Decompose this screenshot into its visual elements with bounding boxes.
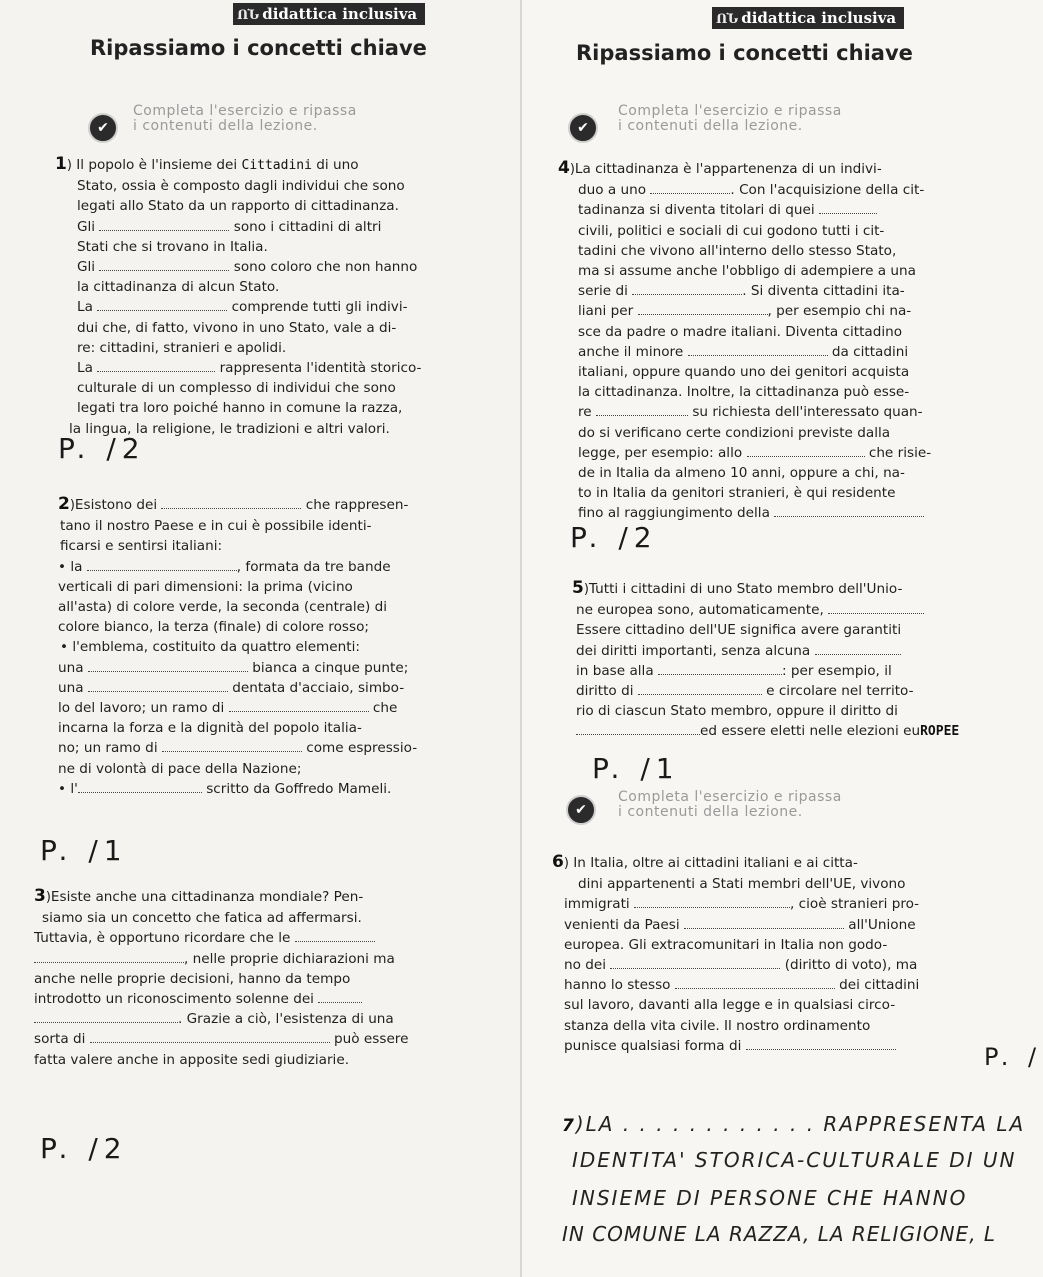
brand-ribbon bbox=[712, 7, 904, 29]
exercise-1: 1) Il popolo è l'insieme dei Cittadini di uno Stato, ossia è composto dagli individui che sono legati allo Stato da un rapporto di cittadinanza. Gli sono i cittadini di altri Stati che si trovano in Italia. Gli sono coloro che non hanno la cittadinanza di alcun Stato. La comprende tutti gli indivi- dui che, di fatto, vivono in uno Stato, vale a di- re: cittadini, stranieri e apolidi. La rappresenta l'identità storico- culturale di un complesso di individui che sono legati tra loro poiché hanno in comune la razza, la lingua, la religione, le tradizioni e altri valori. bbox=[55, 154, 422, 437]
text: duo a uno bbox=[578, 182, 647, 199]
score-ex6: P. / bbox=[984, 1043, 1043, 1071]
text: Esistono dei bbox=[74, 497, 158, 513]
text: , cioè stranieri pro- bbox=[790, 896, 920, 913]
text: di uno bbox=[316, 157, 359, 173]
text: La cittadinanza è l'appartenenza di un indivi- bbox=[574, 161, 882, 177]
text: scritto da Goffredo Mameli. bbox=[206, 780, 392, 797]
text: tadinanza si diventa titolari di quei bbox=[578, 202, 815, 219]
brand-label: didattica inclusiva bbox=[741, 9, 897, 27]
text: tano il nostro Paese e in cui è possibile identi- bbox=[60, 518, 372, 535]
text: La bbox=[77, 299, 93, 316]
text: : per esempio, il bbox=[781, 662, 892, 679]
text: sul lavoro, davanti alla legge e in qualsiasi circo- bbox=[564, 997, 896, 1014]
text: anche nelle proprie decisioni, hanno da tempo bbox=[34, 970, 351, 987]
text: fatta valere anche in apposite sedi giudiziarie. bbox=[34, 1051, 350, 1068]
exercise-number: 4 bbox=[558, 158, 570, 178]
brand-logo-icon: ՈՆ bbox=[716, 12, 738, 27]
text: sono i cittadini di altri bbox=[233, 218, 382, 235]
exercise-2: 2)Esistono dei che rappresen- tano il nostro Paese e in cui è possibile identi- ficarsi e sentirsi italiani: • la , formata da tre bande verticali di pari dimensioni: la prima (vicino all'asta) di colore verde, la seconda (centrale) di colore bianco, la terza (finale) di colore rosso; • l'emblema, costituito da quattro elementi: una bianca a cinque punte; una dentata d'acciaio, simbo- lo del lavoro; un ramo di che incarna la forza e la dignità del popolo italia- no; un ramo di come espressio- ne di volontà di pace della Nazione; • l' scritto da Goffredo Mameli. bbox=[58, 494, 450, 799]
blank-field[interactable] bbox=[747, 444, 865, 457]
text: ne di volontà di pace della Nazione; bbox=[58, 760, 302, 777]
blank-field[interactable] bbox=[161, 496, 301, 509]
blank-field[interactable] bbox=[34, 1010, 178, 1023]
text: diritto di bbox=[576, 683, 634, 700]
text: sono coloro che non hanno bbox=[233, 259, 418, 276]
text: sorta di bbox=[34, 1031, 86, 1048]
text: all'Unione bbox=[848, 916, 916, 933]
score-ex3: P. /2 bbox=[40, 1132, 128, 1165]
text: no; un ramo di bbox=[58, 740, 158, 757]
text: punisce qualsiasi forma di bbox=[564, 1037, 742, 1054]
blank-field[interactable] bbox=[650, 181, 730, 194]
blank-field[interactable] bbox=[88, 659, 248, 672]
text: su richiesta dell'interessato quan- bbox=[692, 404, 923, 421]
exercise-number: 3 bbox=[34, 886, 46, 906]
text: dei cittadini bbox=[839, 977, 920, 994]
text: come espressio- bbox=[306, 740, 418, 757]
text: lo del lavoro; un ramo di bbox=[58, 700, 225, 717]
exercise-number: 5 bbox=[572, 578, 584, 598]
text: ne europea sono, automaticamente, bbox=[576, 602, 824, 619]
text: Stati che si trovano in Italia. bbox=[77, 238, 268, 255]
blank-field[interactable] bbox=[90, 1030, 330, 1043]
blank-field[interactable] bbox=[229, 699, 369, 712]
checkmark-icon: ✔ bbox=[88, 113, 118, 143]
blank-field[interactable] bbox=[638, 682, 762, 695]
text: all'asta) di colore verde, la seconda (centrale) di bbox=[58, 599, 388, 616]
text: dentata d'acciaio, simbo- bbox=[232, 679, 405, 696]
checkmark-icon: ✔ bbox=[568, 113, 598, 143]
exercise-7-line-2: IDENTITA' STORICA-CULTURALE DI UN bbox=[572, 1148, 1017, 1172]
blank-field[interactable] bbox=[632, 282, 742, 295]
text: l' bbox=[70, 780, 78, 797]
text: europea. Gli extracomunitari in Italia non godo- bbox=[564, 936, 888, 953]
text: RAPPRESENTA LA bbox=[823, 1112, 1026, 1136]
exercise-7-line-3: INSIEME DI PERSONE CHE HANNO bbox=[572, 1186, 968, 1210]
text: to in Italia da genitori stranieri, è qui residente bbox=[578, 485, 896, 502]
text: serie di bbox=[578, 283, 628, 300]
text: tadini che vivono all'interno dello stesso Stato, bbox=[578, 242, 897, 259]
right-page bbox=[522, 0, 1043, 1277]
left-page bbox=[0, 0, 520, 1277]
hint-line-1: Completa l'esercizio e ripassa bbox=[133, 103, 357, 119]
blank-field[interactable] bbox=[610, 956, 780, 969]
hint-line-2: i contenuti della lezione. bbox=[133, 118, 318, 134]
text: stanza della vita civile. Il nostro ordinamento bbox=[564, 1017, 871, 1034]
text: La bbox=[77, 360, 93, 377]
page-title: Ripassiamo i concetti chiave bbox=[90, 36, 427, 60]
text: anche il minore bbox=[578, 343, 684, 360]
brand-label: didattica inclusiva bbox=[262, 5, 418, 23]
exercise-7-line-1: 7)LA . . . . . . . . . . . . RAPPRESENTA LA bbox=[562, 1112, 1026, 1136]
text: ed essere eletti nelle elezioni eu bbox=[700, 723, 921, 740]
text: colore bianco, la terza (finale) di colore rosso; bbox=[58, 619, 369, 636]
text: verticali di pari dimensioni: la prima (vicino bbox=[58, 578, 353, 595]
hint-line-1: Completa l'esercizio e ripassa bbox=[618, 789, 842, 805]
instruction-hint bbox=[618, 104, 842, 134]
text: de in Italia da almeno 10 anni, oppure a chi, na- bbox=[578, 465, 905, 482]
text: la lingua, la religione, le tradizioni e altri valori. bbox=[69, 420, 390, 437]
exercise-number: 1 bbox=[55, 154, 67, 174]
text: introdotto un riconoscimento solenne dei bbox=[34, 991, 314, 1008]
checkmark-icon: ✔ bbox=[566, 795, 596, 825]
blank-field[interactable] bbox=[576, 722, 700, 735]
text: fino al raggiungimento della bbox=[578, 505, 770, 522]
text: , nelle proprie dichiarazioni ma bbox=[184, 950, 395, 967]
blank-field[interactable] bbox=[634, 895, 790, 908]
exercise-number: 7 bbox=[562, 1116, 576, 1136]
text: che rappresen- bbox=[305, 497, 409, 513]
text: siamo sia un concetto che fatica ad affermarsi. bbox=[42, 910, 362, 927]
text: una bbox=[58, 679, 84, 696]
blank-field[interactable] bbox=[87, 558, 237, 571]
exercise-5: 5)Tutti i cittadini di uno Stato membro dell'Unio- ne europea sono, automaticamente, Essere cittadino dell'UE significa avere garantiti dei diritti importanti, senza alcuna in base alla : per esempio, il diritto di e circolare nel territo- rio di ciascun Stato membro, oppure il diritto di ed essere eletti nelle elezioni euROPEE bbox=[572, 578, 960, 740]
blank-field[interactable] bbox=[99, 258, 229, 271]
hint-line-1: Completa l'esercizio e ripassa bbox=[618, 103, 842, 119]
text: può essere bbox=[334, 1031, 409, 1048]
text: hanno lo stesso bbox=[564, 977, 671, 994]
text: sce da padre o madre italiani. Diventa cittadino bbox=[578, 323, 903, 340]
text: . Con l'acquisizione della cit- bbox=[730, 182, 925, 199]
exercise-3: 3)Esiste anche una cittadinanza mondiale? Pen- siamo sia un concetto che fatica ad affermarsi. Tuttavia, è opportuno ricordare che le , nelle proprie dichiarazioni ma anche nelle proprie decisioni, hanno da tempo introdotto un riconoscimento solenne dei . Grazie a ciò, l'esistenza di una sorta di può essere fatta valere anche in apposite sedi giudiziarie. bbox=[34, 886, 409, 1068]
text: la cittadinanza. Inoltre, la cittadinanza può esse- bbox=[578, 384, 910, 401]
blank-field[interactable] bbox=[97, 298, 227, 311]
text: incarna la forza e la dignità del popolo italia- bbox=[58, 720, 362, 737]
text: dini appartenenti a Stati membri dell'UE, vivono bbox=[578, 876, 906, 893]
text: comprende tutti gli indivi- bbox=[231, 299, 408, 316]
instruction-hint bbox=[133, 104, 357, 134]
instruction-hint-2 bbox=[618, 790, 842, 820]
text: Tuttavia, è opportuno ricordare che le bbox=[34, 930, 291, 947]
text: Stato, ossia è composto dagli individui che sono bbox=[77, 178, 405, 195]
answer-cittadini[interactable]: Cittadini bbox=[241, 158, 312, 173]
blank-field[interactable] bbox=[97, 359, 215, 372]
blank-field[interactable] bbox=[774, 504, 924, 517]
exercise-number: 6 bbox=[552, 852, 564, 872]
handwritten-answer: ROPEE bbox=[920, 724, 960, 740]
text: bianca a cinque punte; bbox=[252, 659, 409, 676]
blank-field[interactable] bbox=[318, 990, 362, 1003]
text: dei diritti importanti, senza alcuna bbox=[576, 642, 811, 659]
exercise-4: 4)La cittadinanza è l'appartenenza di un indivi- duo a uno . Con l'acquisizione della cit- tadinanza si diventa titolari di quei civili, politici e sociali di cui godono tutti i cit- tadini che vivono all'interno dello stesso Stato, ma si assume anche l'obbligo di adempiere a una serie di . Si diventa cittadini ita- liani per , per esempio chi na- sce da padre o madre italiani. Diventa cittadino anche il minore da cittadini italiani, oppure quando uno dei genitori acquista la cittadinanza. Inoltre, la cittadinanza può esse- re su richiesta dell'interessato quan- do si verificano certe condizioni previste dalla legge, per esempio: allo che risie- de in Italia da almeno 10 anni, oppure a chi, na- to in Italia da genitori stranieri, è qui residente fino al raggiungimento della bbox=[558, 158, 932, 522]
text: dui che, di fatto, vivono in uno Stato, vale a di- bbox=[77, 319, 397, 336]
text: , formata da tre bande bbox=[236, 558, 391, 575]
page-title: Ripassiamo i concetti chiave bbox=[576, 41, 913, 65]
text: Esiste anche una cittadinanza mondiale? Pen- bbox=[50, 889, 364, 905]
brand-logo-icon: ՈՆ bbox=[237, 8, 259, 23]
text: venienti da Paesi bbox=[564, 916, 680, 933]
blank-field[interactable] bbox=[295, 929, 375, 942]
text: legati allo Stato da un rapporto di cittadinanza. bbox=[77, 198, 399, 215]
blank-field[interactable] bbox=[815, 642, 901, 655]
blank-field[interactable] bbox=[34, 950, 184, 963]
text: che bbox=[372, 700, 398, 717]
text: in base alla bbox=[576, 662, 654, 679]
score-ex2: P. /1 bbox=[40, 834, 128, 867]
exercise-6: 6) In Italia, oltre ai cittadini italiani e ai citta- dini appartenenti a Stati membri dell'UE, vivono immigrati , cioè stranieri pro- venienti da Paesi all'Unione europea. Gli extracomunitari in Italia non godo- no dei (diritto di voto), ma hanno lo stesso dei cittadini sul lavoro, davanti alla legge e in qualsiasi circo- stanza della vita civile. Il nostro ordinamento punisce qualsiasi forma di bbox=[552, 852, 920, 1054]
text: In Italia, oltre ai cittadini italiani e ai citta- bbox=[573, 855, 858, 871]
text: legge, per esempio: allo bbox=[578, 444, 743, 461]
text: civili, politici e sociali di cui godono tutti i cit- bbox=[578, 222, 885, 239]
exercise-number: 2 bbox=[58, 494, 70, 514]
blank-field[interactable] bbox=[819, 201, 877, 214]
blank-field[interactable] bbox=[658, 662, 782, 675]
text: culturale di un complesso di individui che sono bbox=[77, 380, 396, 397]
brand-ribbon bbox=[233, 3, 425, 25]
text: rappresenta l'identità storico- bbox=[219, 360, 422, 377]
text: e circolare nel territo- bbox=[766, 683, 914, 700]
text: (diritto di voto), ma bbox=[784, 957, 918, 974]
blank-field[interactable] bbox=[746, 1037, 896, 1050]
text: , per esempio chi na- bbox=[767, 303, 912, 320]
text: liani per bbox=[578, 303, 634, 320]
text: legati tra loro poiché hanno in comune la razza, bbox=[77, 400, 403, 417]
text: l'emblema, costituito da quattro elementi: bbox=[72, 639, 360, 656]
blank-field[interactable] bbox=[596, 403, 688, 416]
blank-field[interactable] bbox=[675, 976, 835, 989]
text: la bbox=[70, 558, 83, 575]
text: Essere cittadino dell'UE significa avere garantiti bbox=[576, 622, 902, 639]
text: Il popolo è l'insieme dei bbox=[76, 157, 238, 173]
score-ex5: P. /1 bbox=[592, 752, 680, 785]
exercise-7-line-4: IN COMUNE LA RAZZA, LA RELIGIONE, L bbox=[562, 1222, 997, 1246]
blank-field[interactable] bbox=[78, 780, 202, 793]
blank-field[interactable] bbox=[688, 343, 828, 356]
text: rio di ciascun Stato membro, oppure il diritto di bbox=[576, 703, 898, 720]
text: una bbox=[58, 659, 84, 676]
text: re: cittadini, stranieri e apolidi. bbox=[77, 339, 287, 356]
blank-field[interactable] bbox=[88, 679, 228, 692]
text: . Grazie a ciò, l'esistenza di una bbox=[178, 1011, 394, 1028]
blank-field[interactable] bbox=[162, 739, 302, 752]
text: no dei bbox=[564, 957, 607, 974]
text: la cittadinanza di alcun Stato. bbox=[77, 279, 280, 296]
text: da cittadini bbox=[831, 343, 909, 360]
text: do si verificano certe condizioni previste dalla bbox=[578, 424, 891, 441]
blank-field[interactable] bbox=[684, 916, 844, 929]
text: immigrati bbox=[564, 896, 630, 913]
hint-line-2: i contenuti della lezione. bbox=[618, 804, 803, 820]
blank-field[interactable] bbox=[828, 601, 924, 614]
text: Gli bbox=[77, 218, 96, 235]
text: LA bbox=[585, 1112, 615, 1136]
hint-line-2: i contenuti della lezione. bbox=[618, 118, 803, 134]
text: . Si diventa cittadini ita- bbox=[742, 283, 905, 300]
blank-field[interactable] bbox=[638, 302, 768, 315]
text: Gli bbox=[77, 259, 96, 276]
score-ex1: P. /2 bbox=[58, 432, 146, 465]
text: Tutti i cittadini di uno Stato membro dell'Unio- bbox=[588, 581, 903, 597]
blank-field[interactable] bbox=[99, 218, 229, 231]
text: re bbox=[578, 404, 592, 421]
text: ma si assume anche l'obbligo di adempiere a una bbox=[578, 263, 916, 280]
score-ex4: P. /2 bbox=[570, 521, 658, 554]
text: che risie- bbox=[868, 444, 932, 461]
text: ficarsi e sentirsi italiani: bbox=[60, 538, 223, 555]
text: italiani, oppure quando uno dei genitori acquista bbox=[578, 364, 910, 381]
